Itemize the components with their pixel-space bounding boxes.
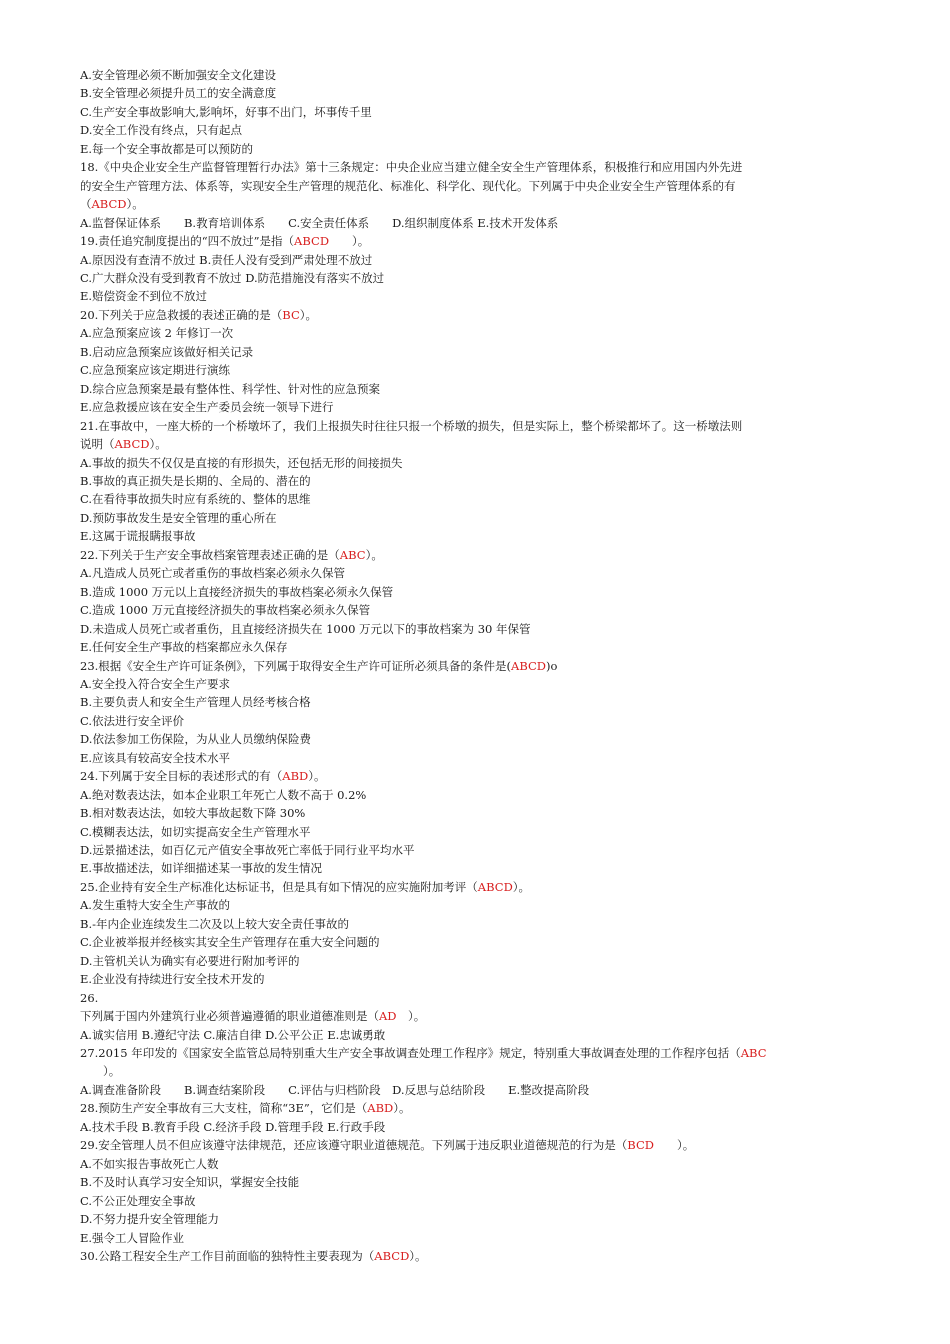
text-line	[80, 823, 870, 841]
line-text: B.-年内企业连续发生二次及以上较大安全责任事故的	[80, 916, 349, 931]
line-text: E.强令工人冒险作业	[80, 1230, 185, 1245]
line-text: C.生产安全事故影响大,影响坏，好事不出门，坏事传千里	[80, 104, 372, 119]
line-text: A.安全投入符合安全生产要求	[80, 676, 230, 691]
line-text: D.预防事故发生是安全管理的重心所在	[80, 510, 277, 525]
line-text: C.应急预案应该定期进行演练	[80, 363, 231, 378]
text-line	[80, 601, 870, 619]
line-text: E.任何安全生产事故的档案都应永久保存	[80, 640, 288, 655]
line-text: D.不努力提升安全管理能力	[80, 1212, 219, 1227]
text-line	[80, 952, 870, 970]
line-text: B.事故的真正损失是长期的、全局的、潜在的	[80, 473, 311, 488]
answer-key: ABCD	[477, 879, 513, 894]
text-line	[80, 195, 870, 213]
line-text: A.发生重特大安全生产事故的	[80, 898, 230, 913]
line-text-tail: ）。	[126, 197, 144, 212]
text-line	[80, 989, 870, 1007]
line-text-tail: ）。	[149, 437, 167, 452]
text-line	[80, 620, 870, 638]
text-line	[80, 878, 870, 896]
text-line	[80, 859, 870, 877]
text-line	[80, 343, 870, 361]
text-line	[80, 158, 870, 176]
line-text: B.造成 1000 万元以上直接经济损失的事故档案必须永久保管	[80, 584, 394, 599]
line-text: A.技术手段 B.教育手段 C.经济手段 D.管理手段 E.行政手段	[80, 1119, 386, 1134]
answer-key: BCD	[627, 1138, 654, 1153]
line-text: 24.下列属于安全目标的表述形式的有（	[80, 769, 283, 784]
text-line	[80, 251, 870, 269]
text-line	[80, 546, 870, 564]
text-line	[80, 1173, 870, 1191]
text-line	[80, 749, 870, 767]
text-line	[80, 509, 870, 527]
line-text: E.企业没有持续进行安全技术开发的	[80, 972, 265, 987]
line-text: D.远景描述法，如百亿元产值安全事故死亡率低于同行业平均水平	[80, 843, 415, 858]
text-line	[80, 472, 870, 490]
line-text: 26.	[80, 990, 99, 1005]
text-line	[80, 675, 870, 693]
line-text: D.主管机关认为确实有必要进行附加考评的	[80, 953, 300, 968]
text-line	[80, 1247, 870, 1265]
line-text-tail: )o	[546, 658, 558, 673]
line-text-tail: ）。	[299, 307, 318, 322]
line-text: B.安全管理必须提升员工的安全满意度	[80, 86, 277, 101]
line-text-tail: ）。	[308, 769, 326, 784]
text-line	[80, 1136, 870, 1154]
text-line	[80, 177, 870, 195]
line-text: C.模糊表达法，如切实提高安全生产管理水平	[80, 824, 311, 839]
line-text: 22.下列关于生产安全事故档案管理表述正确的是（	[80, 547, 340, 562]
answer-key: BC	[282, 307, 300, 322]
text-line	[80, 1007, 870, 1025]
text-line	[80, 1062, 870, 1080]
line-text: C.广大群众没有受到教育不放过 D.防范措施没有落实不放过	[80, 270, 385, 285]
line-text: C.依法进行安全评价	[80, 713, 185, 728]
text-line	[80, 730, 870, 748]
text-line	[80, 657, 870, 675]
text-line	[80, 380, 870, 398]
line-text: A.凡造成人员死亡或者重伤的事故档案必须永久保管	[80, 566, 345, 581]
line-text: 29.安全管理人员不但应该遵守法律规范，还应该遵守职业道德规范。下列属于违反职业道德规范的行为是（	[80, 1138, 628, 1153]
line-text: A.不如实报告事故死亡人数	[80, 1156, 219, 1171]
line-text-tail: ）。	[512, 879, 531, 894]
text-line	[80, 1044, 870, 1062]
text-line	[80, 896, 870, 914]
line-text: D.依法参加工伤保险，为从业人员缴纳保险费	[80, 732, 311, 747]
line-text: A.安全管理必须不断加强安全文化建设	[80, 68, 276, 82]
text-line	[80, 970, 870, 988]
line-text: A.事故的损失不仅仅是直接的有形损失，还包括无形的间接损失	[80, 455, 403, 470]
text-line	[80, 638, 870, 656]
text-line	[80, 1026, 870, 1044]
line-text: C.在看待事故损失时应有系统的、整体的思维	[80, 492, 311, 507]
line-text: 23.根据《安全生产许可证条例》，下列属于取得安全生产许可证所必须具备的条件是(	[80, 658, 512, 673]
text-line	[80, 287, 870, 305]
answer-key: ABC	[740, 1046, 767, 1061]
line-text: B.不及时认真学习安全知识，掌握安全技能	[80, 1175, 300, 1190]
text-line	[80, 1118, 870, 1136]
text-line	[80, 417, 870, 435]
line-text: D.安全工作没有终点，只有起点	[80, 123, 242, 138]
text-line	[80, 324, 870, 342]
text-line	[80, 66, 870, 84]
text-line	[80, 140, 870, 158]
text-line	[80, 1155, 870, 1173]
line-text: ）。	[80, 1064, 121, 1079]
answer-key: ABCD	[294, 234, 330, 249]
line-text: B.相对数表达法，如较大事故起数下降 30%	[80, 806, 306, 821]
line-text: B.主要负责人和安全生产管理人员经考核合格	[80, 695, 311, 710]
line-text: E.每一个安全事故都是可以预防的	[80, 141, 254, 156]
line-text-tail: ）。	[653, 1138, 695, 1153]
line-text: D.综合应急预案是最有整体性、科学性、针对性的应急预案	[80, 381, 380, 396]
line-text: C.不公正处理安全事故	[80, 1193, 196, 1208]
line-text: E.事故描述法，如详细描述某一事故的发生情况	[80, 861, 323, 876]
line-text: A.绝对数表达法，如本企业职工年死亡人数不高于 0.2%	[80, 787, 367, 802]
line-text: 说明（	[80, 437, 115, 452]
answer-key: ABD	[367, 1101, 394, 1116]
line-text: A.应急预案应该 2 年修订一次	[80, 326, 234, 341]
text-line	[80, 121, 870, 139]
line-text: 21.在事故中，一座大桥的一个桥墩坏了，我们上报损失时往往只报一个桥墩的损失，但是实际上，整个桥梁都坏了。这一桥墩法则	[80, 418, 743, 433]
line-text: 20.下列关于应急救援的表述正确的是（	[80, 307, 283, 322]
text-line	[80, 712, 870, 730]
text-line	[80, 435, 870, 453]
text-line	[80, 841, 870, 859]
text-line	[80, 767, 870, 785]
text-line	[80, 786, 870, 804]
text-line	[80, 103, 870, 121]
text-line	[80, 306, 870, 324]
line-text: 18.《中央企业安全生产监督管理暂行办法》第十三条规定：中央企业应当建立健全安全生产管理体系，积极推行和应用国内外先进	[80, 160, 743, 175]
line-text-tail: ）。	[365, 547, 383, 562]
line-text: E.赔偿资金不到位不放过	[80, 289, 208, 304]
line-text-tail: ）。	[393, 1101, 411, 1116]
line-text: 27.2015 年印发的《国家安全监管总局特别重大生产安全事故调查处理工作程序》规定，特别重大事故调查处理的工作程序包括（	[80, 1046, 741, 1061]
text-line	[80, 583, 870, 601]
line-text: 28.预防生产安全事故有三大支柱，简称“3E”，它们是（	[80, 1101, 368, 1116]
line-text: 的安全生产管理方法、体系等，实现安全生产管理的规范化、标准化、科学化、现代化。下列属于中央企业安全生产管理体系的有	[80, 178, 736, 193]
answer-key: ABC	[339, 547, 366, 562]
line-text: （	[80, 197, 92, 212]
document-body	[80, 66, 870, 1265]
text-line	[80, 1229, 870, 1247]
line-text: C.造成 1000 万元直接经济损失的事故档案必须永久保管	[80, 603, 371, 618]
answer-key: ABCD	[511, 658, 547, 673]
line-text: A.原因没有查清不放过 B.责任人没有受到严肃处理不放过	[80, 252, 373, 267]
answer-key: ABD	[282, 769, 309, 784]
answer-key: ABCD	[374, 1249, 410, 1263]
line-text-tail: ）。	[409, 1249, 427, 1263]
line-text-tail: ）。	[396, 1009, 426, 1024]
line-text: E.应该具有较高安全技术水平	[80, 750, 231, 765]
answer-key: ABCD	[114, 437, 150, 452]
text-line	[80, 1210, 870, 1228]
line-text: A.调查准备阶段 B.调查结案阶段 C.评估与归档阶段 D.反思与总结阶段 E.整改提高阶段	[80, 1082, 590, 1097]
line-text: E.这属于谎报瞒报事故	[80, 529, 196, 544]
line-text-tail: ）。	[329, 234, 370, 249]
line-text: E.应急救援应该在安全生产委员会统一领导下进行	[80, 400, 334, 415]
line-text: 下列属于国内外建筑行业必须普遍遵循的职业道德准则是（	[80, 1009, 379, 1024]
line-text: 25.企业持有安全生产标准化达标证书，但是具有如下情况的应实施附加考评（	[80, 879, 478, 894]
line-text: 30.公路工程安全生产工作目前面临的独特性主要表现为（	[80, 1249, 375, 1263]
line-text: A.诚实信用 B.遵纪守法 C.廉洁自律 D.公平公正 E.忠诚勇敢	[80, 1027, 386, 1042]
text-line	[80, 361, 870, 379]
text-line	[80, 454, 870, 472]
text-line	[80, 527, 870, 545]
line-text: C.企业被举报并经核实其安全生产管理存在重大安全问题的	[80, 935, 380, 950]
answer-key: ABCD	[91, 197, 127, 212]
text-line	[80, 933, 870, 951]
text-line	[80, 84, 870, 102]
text-line	[80, 232, 870, 250]
text-line	[80, 490, 870, 508]
line-text: B.启动应急预案应该做好相关记录	[80, 344, 254, 359]
text-line	[80, 214, 870, 232]
text-line	[80, 269, 870, 287]
text-line	[80, 915, 870, 933]
line-text: 19.责任追究制度提出的“四不放过”是指（	[80, 234, 295, 249]
text-line	[80, 564, 870, 582]
text-line	[80, 693, 870, 711]
text-line	[80, 1192, 870, 1210]
text-line	[80, 1081, 870, 1099]
answer-key: AD	[379, 1009, 397, 1024]
text-line	[80, 1099, 870, 1117]
text-line	[80, 398, 870, 416]
text-line	[80, 804, 870, 822]
line-text: A.监督保证体系 B.教育培训体系 C.安全责任体系 D.组织制度体系 E.技术开发体系	[80, 215, 559, 230]
line-text: D.未造成人员死亡或者重伤，且直接经济损失在 1000 万元以下的事故档案为 30 年保管	[80, 621, 531, 636]
